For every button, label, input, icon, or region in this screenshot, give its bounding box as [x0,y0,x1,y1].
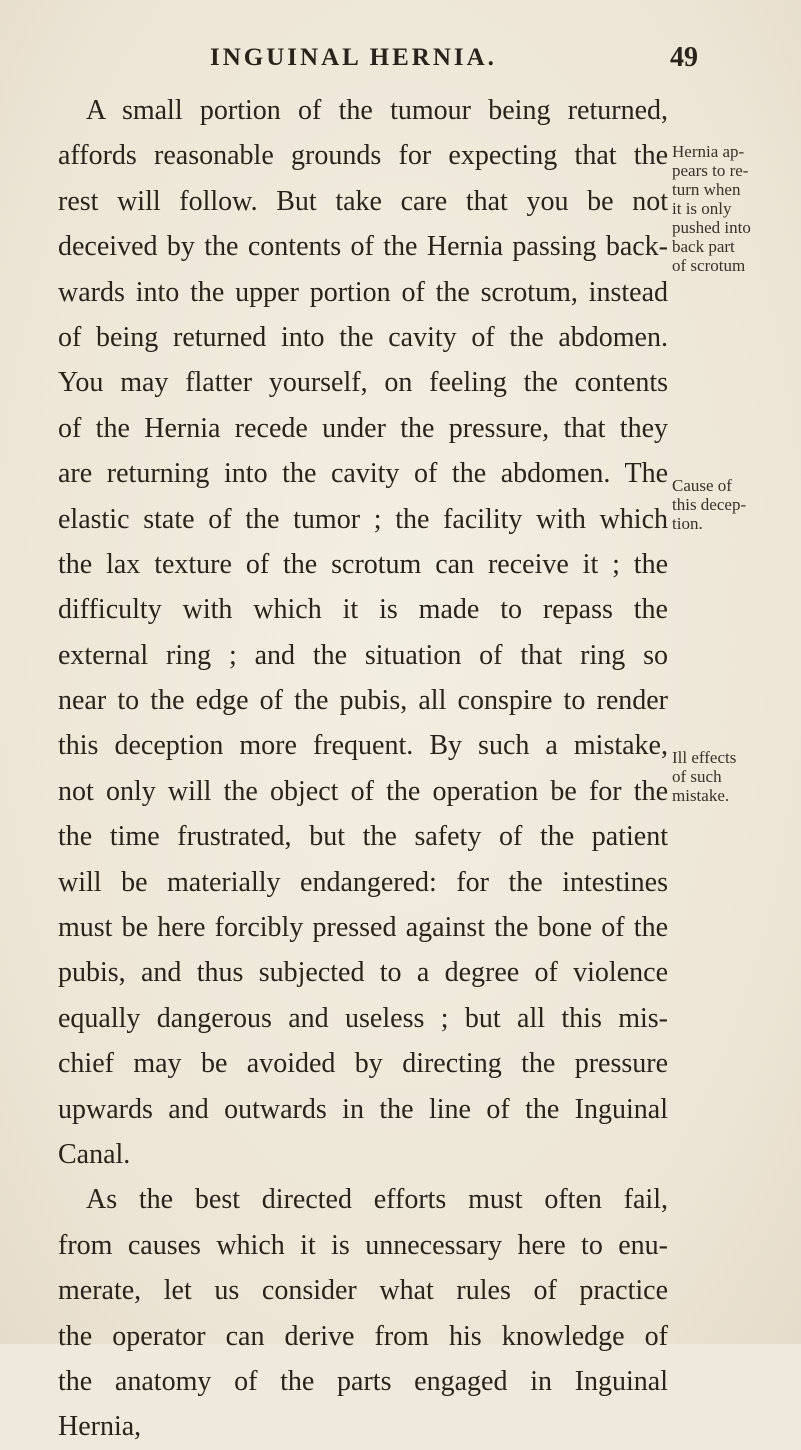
text-line: of the Hernia recede under the pressure, that they [58,412,668,444]
margin-note-line: this decep- [672,495,747,514]
margin-note-line: pears to re- [672,161,749,180]
margin-note-line: it is only [672,199,732,218]
text-line: must be here forcibly pressed against the bone of the [58,912,668,944]
margin-note-line: of scrotum [672,256,746,275]
margin-note-line: Hernia ap- [672,142,745,161]
text-line: elastic state of the tumor ; the facility with which [58,503,668,535]
margin-note-line: Cause of [672,476,732,495]
text-line: rest will follow. But take care that you be not [58,185,668,217]
text-line: Canal. [58,1138,131,1170]
text-line: the lax texture of the scrotum can receive it ; the [58,548,668,580]
text-line: the time frustrated, but the safety of the patient [58,821,668,853]
text-line: not only will the object of the operation be for the [58,775,668,807]
text-line: the anatomy of the parts engaged in Inguinal [58,1365,668,1397]
page-number: 49 [670,42,698,73]
text-line: near to the edge of the pubis, all conspire to render [58,685,668,717]
text-line: from causes which it is unnecessary here to enu- [58,1229,668,1261]
text-line: chief may be avoided by directing the pressure [58,1048,668,1080]
text-line: will be materially endangered: for the intestines [58,866,668,898]
margin-note-line: mistake. [672,786,730,805]
text-line: the operator can derive from his knowledge of [58,1320,668,1352]
text-line: A small portion of the tumour being returned, [86,95,668,126]
margin-note-line: of such [672,767,722,786]
text-line: upwards and outwards in the line of the Inguinal [58,1093,668,1125]
text-line: merate, let us consider what rules of practice [58,1275,668,1307]
text-line: are returning into the cavity of the abdomen. The [58,458,668,490]
margin-note-hernia-appears [672,142,800,275]
text-line: this deception more frequent. By such a mistake, [58,730,668,762]
text-line: deceived by the contents of the Hernia passing back- [58,231,668,263]
text-line: Hernia, [58,1411,142,1443]
body-text [58,88,668,1450]
text-line: external ring ; and the situation of that ring so [58,639,668,671]
margin-note-line: pushed into [672,218,751,237]
margin-note-ill-effects [672,748,800,805]
page-header [0,34,801,74]
margin-note-line: turn when [672,180,741,199]
text-line: pubis, and thus subjected to a degree of violence [58,957,668,989]
margin-note-line: tion. [672,514,703,533]
text-line: of being returned into the cavity of the abdomen. [58,321,668,353]
text-line: difficulty with which it is made to repass the [58,594,668,626]
margin-note-cause-of-deception [672,476,800,533]
text-line: You may flatter yourself, on feeling the contents [58,367,668,399]
margin-note-line: Ill effects [672,748,737,767]
text-line: As the best directed efforts must often fail, [86,1184,668,1216]
text-line: affords reasonable grounds for expecting that the [58,140,668,172]
running-head: INGUINAL HERNIA. [210,44,497,71]
text-line: equally dangerous and useless ; but all this mis- [58,1002,668,1034]
text-line: wards into the upper portion of the scrotum, instead [58,276,668,308]
margin-note-line: back part [672,237,735,256]
